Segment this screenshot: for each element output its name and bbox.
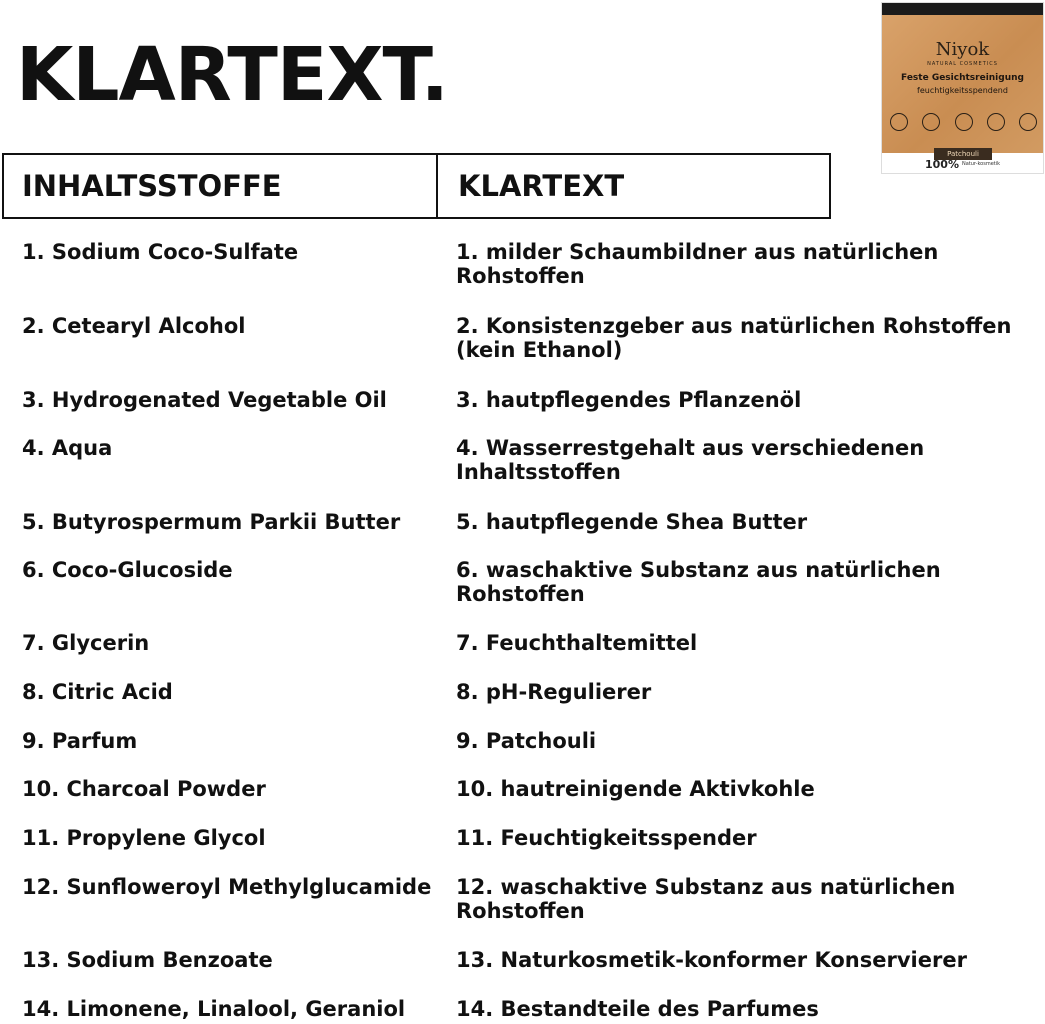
drops-icon	[1019, 113, 1037, 131]
ingredient-name: 4. Aqua	[22, 436, 113, 460]
ingredient-explanation: 12. waschaktive Substanz aus natürlichen Rohstoffen	[456, 875, 956, 923]
product-claim: feuchtigkeitsspendend	[917, 86, 1008, 95]
plastic-free-icon	[955, 113, 973, 131]
skin-icon	[890, 113, 908, 131]
ingredient-name: 14. Limonene, Linalool, Geraniol	[22, 997, 406, 1021]
ingredient-explanation: 4. Wasserrestgehalt aus verschiedenen Inhaltsstoffen	[456, 436, 925, 484]
product-image	[881, 2, 1044, 174]
product-front	[882, 15, 1043, 158]
ingredient-name: 10. Charcoal Powder	[22, 777, 266, 801]
ingredient-explanation: 3. hautpflegendes Pflanzenöl	[456, 388, 802, 412]
product-flavor: Patchouli	[934, 148, 992, 160]
ingredient-explanation: 7. Feuchthaltemittel	[456, 631, 698, 655]
heart-icon	[922, 113, 940, 131]
product-footer	[882, 153, 1043, 175]
ingredient-name: 1. Sodium Coco-Sulfate	[22, 240, 299, 264]
ingredient-explanation: 10. hautreinigende Aktivkohle	[456, 777, 815, 801]
ingredient-name: 11. Propylene Glycol	[22, 826, 266, 850]
ingredient-explanation: 14. Bestandteile des Parfumes	[456, 997, 819, 1021]
ingredient-name: 8. Citric Acid	[22, 680, 173, 704]
product-subtitle: NATURAL COSMETICS	[927, 61, 998, 67]
ingredient-name: 9. Parfum	[22, 729, 138, 753]
product-icons	[890, 113, 1037, 131]
natural-percent: 100%	[924, 157, 959, 171]
ingredient-explanation: 5. hautpflegende Shea Butter	[456, 510, 808, 534]
ingredient-explanation: 11. Feuchtigkeitsspender	[456, 826, 757, 850]
table-header	[2, 153, 831, 219]
header-klartext: KLARTEXT	[458, 169, 625, 203]
ingredient-explanation: 2. Konsistenzgeber aus natürlichen Rohstoffen (kein Ethanol)	[456, 314, 1012, 362]
ingredient-name: 7. Glycerin	[22, 631, 150, 655]
natural-label: Natur-kosmetik	[961, 161, 1001, 167]
ingredient-name: 2. Cetearyl Alcohol	[22, 314, 246, 338]
ingredient-explanation: 1. milder Schaumbildner aus natürlichen Rohstoffen	[456, 240, 939, 288]
header-ingredients: INHALTSSTOFFE	[4, 155, 438, 217]
ingredient-name: 13. Sodium Benzoate	[22, 948, 273, 972]
product-name: Feste Gesichtsreinigung	[901, 73, 1024, 83]
ingredient-explanation: 13. Naturkosmetik-konformer Konservierer	[456, 948, 967, 972]
ingredient-explanation: 6. waschaktive Substanz aus natürlichen Rohstoffen	[456, 558, 941, 606]
neutral-icon	[987, 113, 1005, 131]
ingredient-explanation: 9. Patchouli	[456, 729, 597, 753]
ingredient-explanation: 8. pH-Regulierer	[456, 680, 652, 704]
ingredient-name: 12. Sunfloweroyl Methylglucamide	[22, 875, 432, 899]
product-brand: Niyok	[935, 39, 990, 60]
ingredient-name: 5. Butyrospermum Parkii Butter	[22, 510, 401, 534]
product-top-band	[882, 3, 1043, 15]
ingredient-name: 6. Coco-Glucoside	[22, 558, 233, 582]
ingredient-name: 3. Hydrogenated Vegetable Oil	[22, 388, 387, 412]
page-title: KLARTEXT.	[16, 32, 448, 118]
